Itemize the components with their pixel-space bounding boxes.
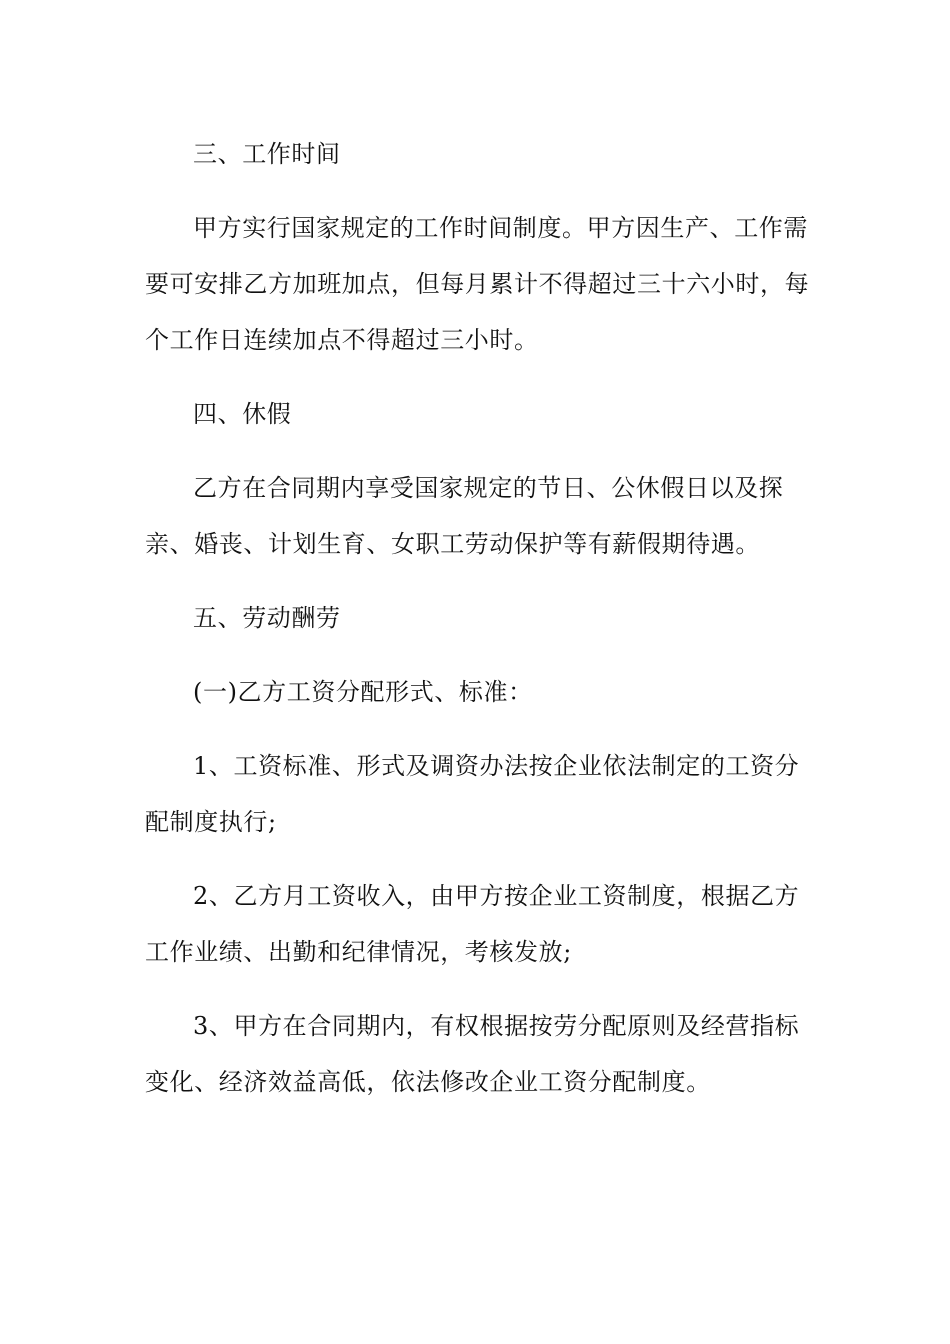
paragraph-leave: 乙方在合同期内享受国家规定的节日、公休假日以及探亲、婚丧、计划生育、女职工劳动保护等有薪假期待遇。 (145, 474, 784, 558)
list-item-3: 3、甲方在合同期内，有权根据按劳分配原则及经营指标变化、经济效益高低，依法修改企业工资分配制度。 (145, 1012, 800, 1096)
section-heading-compensation: 五、劳动酬劳 (193, 604, 341, 632)
section-heading-leave: 四、休假 (193, 400, 292, 428)
paragraph-work-hours: 甲方实行国家规定的工作时间制度。甲方因生产、工作需要可安排乙方加班加点，但每月累计不得超过三十六小时，每个工作日连续加点不得超过三小时。 (145, 214, 810, 354)
list-item-2: 2、乙方月工资收入，由甲方按企业工资制度，根据乙方工作业绩、出勤和纪律情况，考核发放; (145, 882, 800, 966)
list-item-1: 1、工资标准、形式及调资办法按企业依法制定的工资分配制度执行; (145, 752, 800, 836)
document-body (145, 126, 815, 1110)
section-heading-work-hours: 三、工作时间 (193, 140, 341, 168)
subsection-heading-wage-standard: (一)乙方工资分配形式、标准： (193, 678, 533, 706)
